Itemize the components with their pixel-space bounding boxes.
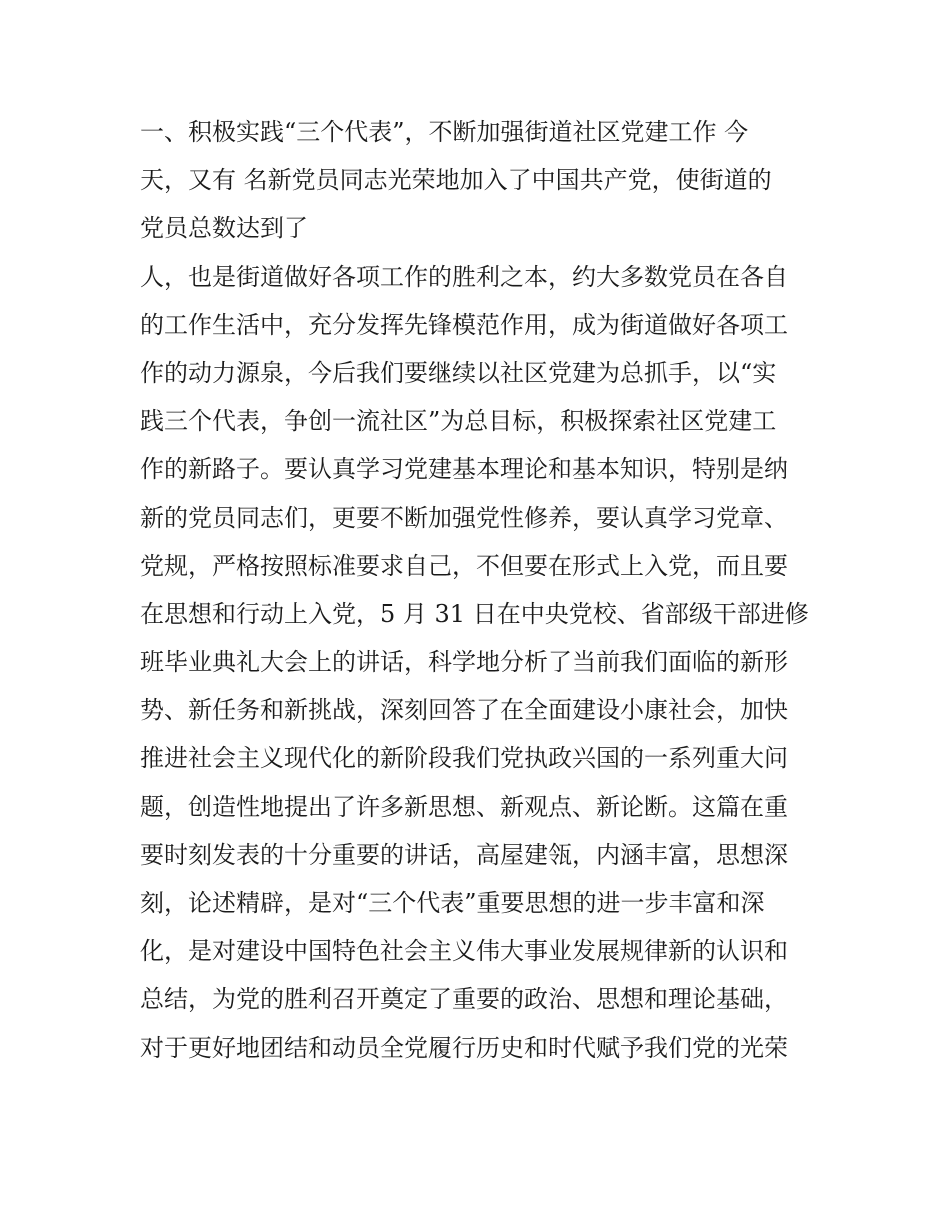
text-line: 党规，严格按照标准要求自己，不但要在形式上入党，而且要	[140, 551, 788, 580]
text-line: 党员总数达到了	[140, 214, 308, 243]
text-line: 班毕业典礼大会上的讲话，科学地分析了当前我们面临的新形	[140, 648, 788, 677]
text-line: 的工作生活中，充分发挥先锋模范作用，成为街道做好各项工	[140, 310, 788, 339]
text-line: 题，创造性地提出了许多新思想、新观点、新论断。这篇在重	[140, 792, 788, 821]
text-line: 践三个代表，争创一流社区”为总目标，积极探索社区党建工	[140, 407, 777, 436]
text-line: 在思想和行动上入党，5 月 31 日在中央党校、省部级干部进修	[140, 599, 809, 628]
text-line: 作的新路子。要认真学习党建基本理论和基本知识，特别是纳	[140, 455, 788, 484]
text-line: 作的动力源泉，今后我们要继续以社区党建为总抓手，以“实	[140, 358, 777, 387]
text-line: 新的党员同志们，更要不断加强党性修养，要认真学习党章、	[140, 503, 788, 532]
text-line: 刻，论述精辟，是对“三个代表”重要思想的进一步丰富和深	[140, 889, 765, 917]
text-line: 人，也是街道做好各项工作的胜利之本，约大多数党员在各自	[140, 262, 788, 291]
text-line: 推进社会主义现代化的新阶段我们党执政兴国的一系列重大问	[140, 744, 788, 773]
text-line: 总结，为党的胜利召开奠定了重要的政治、思想和理论基础，	[140, 985, 788, 1014]
text-line: 化，是对建设中国特色社会主义伟大事业发展规律新的认识和	[140, 937, 788, 966]
document-body	[140, 108, 830, 1072]
text-line: 要时刻发表的十分重要的讲话，高屋建瓴，内涵丰富，思想深	[140, 840, 788, 869]
text-line: 势、新任务和新挑战，深刻回答了在全面建设小康社会，加快	[140, 696, 788, 725]
text-line: 天，又有 名新党员同志光荣地加入了中国共产党，使街道的	[140, 166, 772, 195]
text-line: 对于更好地团结和动员全党履行历史和时代赋予我们党的光荣	[140, 1033, 788, 1062]
text-line: 一、积极实践“三个代表”，不断加强街道社区党建工作 今	[140, 118, 749, 146]
